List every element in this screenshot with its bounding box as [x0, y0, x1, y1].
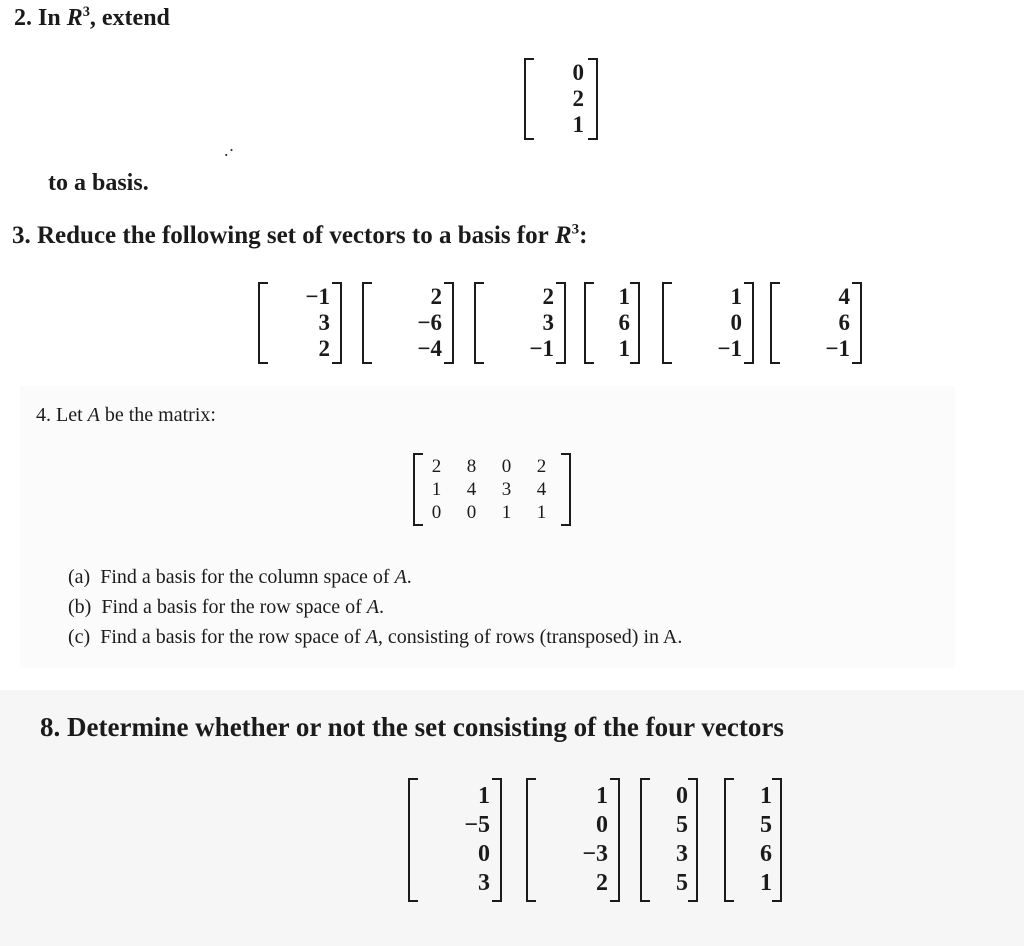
- problem-4-part-a: [68, 566, 412, 589]
- matrix-entry: 3: [501, 479, 512, 500]
- vector-entry: −1: [717, 336, 742, 361]
- matrix-entry: 0: [501, 456, 512, 477]
- left-bracket: [640, 778, 650, 902]
- right-bracket: [744, 282, 754, 364]
- matrix-entry: 1: [501, 502, 512, 523]
- matrix-symbol: A: [366, 596, 380, 618]
- part-label: (c): [68, 626, 91, 648]
- vector-entry: 5: [676, 812, 688, 838]
- problem-text: Reduce the following set of vectors to a basis for: [37, 222, 549, 249]
- matrix-symbol: A: [394, 566, 407, 588]
- right-bracket: [610, 778, 620, 902]
- vector-entry: 2: [596, 870, 608, 896]
- vector-entry: 4: [838, 284, 850, 309]
- left-bracket: [524, 58, 534, 140]
- problem-number: 4.: [36, 404, 51, 426]
- problem-3-vector-6: [770, 282, 862, 364]
- problem-8-vector-3: [640, 778, 698, 902]
- vector-entry: 1: [760, 783, 772, 809]
- part-text: .: [406, 566, 412, 588]
- left-bracket: [662, 282, 672, 364]
- problem-3-statement: [12, 222, 587, 250]
- problem-4-statement: [36, 404, 216, 427]
- vector-entry: 0: [572, 60, 584, 85]
- problem-3-vector-5: [662, 282, 754, 364]
- vector-entry: 1: [618, 284, 630, 309]
- space-symbol: R: [554, 222, 572, 249]
- matrix-symbol: A: [87, 404, 100, 426]
- vector-entry: 2: [572, 86, 584, 111]
- left-bracket: [258, 282, 268, 364]
- vector-entry: 1: [618, 336, 630, 361]
- left-bracket: [362, 282, 372, 364]
- problem-4-part-b: [68, 596, 384, 619]
- vector-entry: 0: [676, 783, 688, 809]
- problem-8-statement: [40, 712, 784, 743]
- problem-text: , extend: [89, 5, 170, 31]
- problem-2-continuation: to a basis.: [48, 170, 149, 196]
- vector-entry: 3: [676, 841, 688, 867]
- vector-entry: 2: [542, 284, 554, 309]
- matrix-entry: 0: [466, 502, 477, 523]
- matrix-entry: 2: [536, 456, 547, 477]
- left-bracket: [584, 282, 594, 364]
- vector-entry: 1: [572, 112, 584, 137]
- part-text: Find a basis for the column space of: [100, 566, 390, 588]
- vector-entry: 6: [618, 310, 630, 335]
- vector-entry: −4: [417, 336, 442, 361]
- problem-3-vector-1: [258, 282, 342, 364]
- problem-3-vector-2: [362, 282, 454, 364]
- vector-entry: 2: [430, 284, 442, 309]
- problem-text: Determine whether or not the set consisting of the four vectors: [67, 712, 784, 742]
- vector-entry: 2: [318, 336, 330, 361]
- problem-2-statement: [14, 5, 170, 32]
- matrix-entry: 1: [431, 479, 442, 500]
- problem-text: :: [579, 222, 588, 249]
- vector-entry: −5: [464, 812, 490, 838]
- vector-entry: −3: [582, 841, 608, 867]
- vector-entry: 6: [838, 310, 850, 335]
- space-exponent: 3: [82, 4, 90, 20]
- problem-4-matrix: [413, 453, 571, 526]
- vector-entry: 1: [478, 783, 490, 809]
- problem-3-vector-4: [584, 282, 640, 364]
- problem-number: 2.: [14, 5, 32, 31]
- matrix-entry: 8: [466, 456, 477, 477]
- part-text: .: [379, 596, 385, 618]
- problem-8-vector-2: [526, 778, 620, 902]
- part-text: Find a basis for the row space of: [101, 596, 362, 618]
- right-bracket: [852, 282, 862, 364]
- left-bracket: [413, 453, 423, 526]
- problem-3-vector-3: [474, 282, 566, 364]
- vector-entry: 1: [760, 870, 772, 896]
- problem-8-vector-4: [724, 778, 782, 902]
- problem-text: Let: [56, 404, 83, 426]
- vector-entry: 0: [730, 310, 742, 335]
- vector-entry: 3: [318, 310, 330, 335]
- vector-entry: 5: [676, 870, 688, 896]
- right-bracket: [444, 282, 454, 364]
- matrix-entry: 2: [431, 456, 442, 477]
- vector-entry: −6: [417, 310, 442, 335]
- vector-entry: 1: [596, 783, 608, 809]
- vector-entry: 3: [478, 870, 490, 896]
- right-bracket: [588, 58, 598, 140]
- part-label: (b): [68, 596, 92, 618]
- problem-2-vector: [524, 58, 598, 140]
- left-bracket: [724, 778, 734, 902]
- left-bracket: [474, 282, 484, 364]
- vector-entry: 3: [542, 310, 554, 335]
- matrix-entry: 4: [536, 479, 547, 500]
- vector-entry: 6: [760, 841, 772, 867]
- scan-mark: .·: [224, 140, 235, 160]
- part-text: Find a basis for the row space of: [100, 626, 361, 648]
- matrix-entry: 4: [466, 479, 477, 500]
- vector-entry: −1: [529, 336, 554, 361]
- right-bracket: [561, 453, 571, 526]
- right-bracket: [772, 778, 782, 902]
- problem-text: In: [38, 5, 61, 31]
- right-bracket: [556, 282, 566, 364]
- vector-entry: 5: [760, 812, 772, 838]
- right-bracket: [492, 778, 502, 902]
- problem-4-part-c: [68, 626, 682, 649]
- vector-entry: 0: [596, 812, 608, 838]
- vector-entry: 1: [730, 284, 742, 309]
- right-bracket: [630, 282, 640, 364]
- left-bracket: [526, 778, 536, 902]
- problem-number: 3.: [12, 222, 31, 249]
- matrix-entry: 1: [536, 502, 547, 523]
- left-bracket: [770, 282, 780, 364]
- vector-entry: 0: [478, 841, 490, 867]
- right-bracket: [688, 778, 698, 902]
- left-bracket: [408, 778, 418, 902]
- part-label: (a): [68, 566, 91, 588]
- space-exponent: 3: [571, 221, 580, 238]
- problem-number: 8.: [40, 712, 61, 742]
- matrix-symbol: A: [365, 626, 378, 648]
- space-symbol: R: [66, 5, 83, 31]
- right-bracket: [332, 282, 342, 364]
- problem-text: be the matrix:: [104, 404, 216, 426]
- matrix-entry: 0: [431, 502, 442, 523]
- problem-8-vector-1: [408, 778, 502, 902]
- part-text: , consisting of rows (transposed) in A.: [377, 626, 683, 648]
- vector-entry: −1: [305, 284, 330, 309]
- vector-entry: −1: [825, 336, 850, 361]
